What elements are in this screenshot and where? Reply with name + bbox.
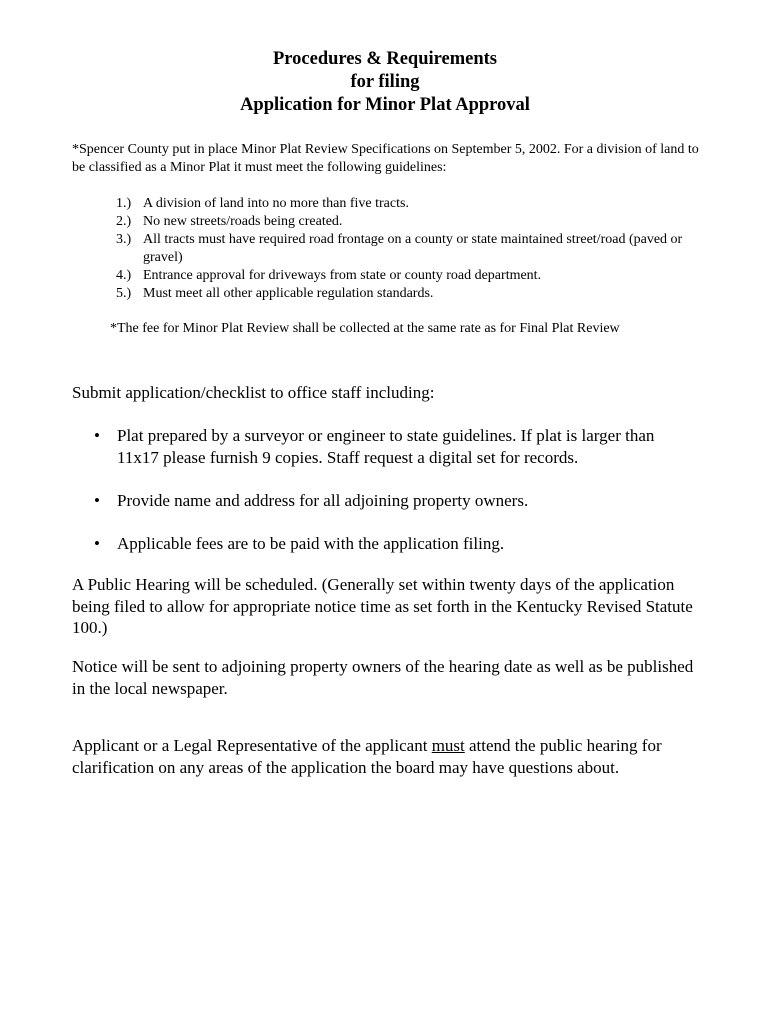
guideline-number: 2.) xyxy=(116,214,132,229)
fee-note: *The fee for Minor Plat Review shall be collected at the same rate as for Final Plat Review xyxy=(110,321,620,336)
public-hearing-paragraph: A Public Hearing will be scheduled. (Generally set within twenty days of the application being filed to allow for appropriate notice time as set forth in the Kentucky Revised Statute 100.) xyxy=(72,575,693,637)
list-item-text: Provide name and address for all adjoining property owners. xyxy=(117,491,529,510)
guideline-text: Entrance approval for driveways from state or county road department. xyxy=(143,268,542,283)
must-emphasis: must xyxy=(431,736,465,755)
list-item-text: Plat prepared by a surveyor or engineer to state guidelines. If plat is larger than 11x17 please furnish 9 copies. Staff request a digital set for records. xyxy=(117,426,655,467)
guideline-item xyxy=(116,285,706,303)
list-item xyxy=(72,533,692,555)
submit-heading: Submit application/checklist to office staff including: xyxy=(72,383,435,402)
guideline-item xyxy=(116,195,706,213)
guidelines-list xyxy=(116,195,706,303)
guideline-item xyxy=(116,267,706,285)
guideline-number: 3.) xyxy=(116,232,132,247)
intro-paragraph: *Spencer County put in place Minor Plat Review Specifications on September 5, 2002. For a division of land to be classified as a Minor Plat it must meet the following guidelines: xyxy=(72,142,699,175)
guideline-number: 1.) xyxy=(116,196,132,211)
guideline-number: 5.) xyxy=(116,286,132,301)
attendance-paragraph xyxy=(72,735,697,778)
title-line-2: for filing xyxy=(350,72,420,92)
bullet-icon: • xyxy=(94,426,100,445)
bullet-icon: • xyxy=(94,534,100,553)
title-line-1: Procedures & Requirements xyxy=(272,49,498,69)
submit-requirements-list xyxy=(72,425,692,576)
guideline-number: 4.) xyxy=(116,268,132,283)
notice-paragraph: Notice will be sent to adjoining property owners of the hearing date as well as be published in the local newspaper. xyxy=(72,657,694,698)
list-item xyxy=(72,425,692,469)
title-line-3: Application for Minor Plat Approval xyxy=(240,95,530,115)
document-title xyxy=(0,48,770,117)
guideline-text: A division of land into no more than five tracts. xyxy=(143,196,409,211)
list-item-text: Applicable fees are to be paid with the application filing. xyxy=(117,534,505,553)
guideline-text: All tracts must have required road frontage on a county or state maintained street/road (paved or gravel) xyxy=(143,232,683,265)
list-item xyxy=(72,490,692,512)
attendance-text-after: attend the public hearing for clarification on any areas of the application the board may have questions about. xyxy=(72,736,662,777)
guideline-item xyxy=(116,231,706,267)
guideline-item xyxy=(116,213,706,231)
bullet-icon: • xyxy=(94,491,100,510)
attendance-text-before: Applicant or a Legal Representative of the applicant xyxy=(72,736,432,755)
guideline-text: No new streets/roads being created. xyxy=(143,214,343,229)
guideline-text: Must meet all other applicable regulation standards. xyxy=(143,286,434,301)
